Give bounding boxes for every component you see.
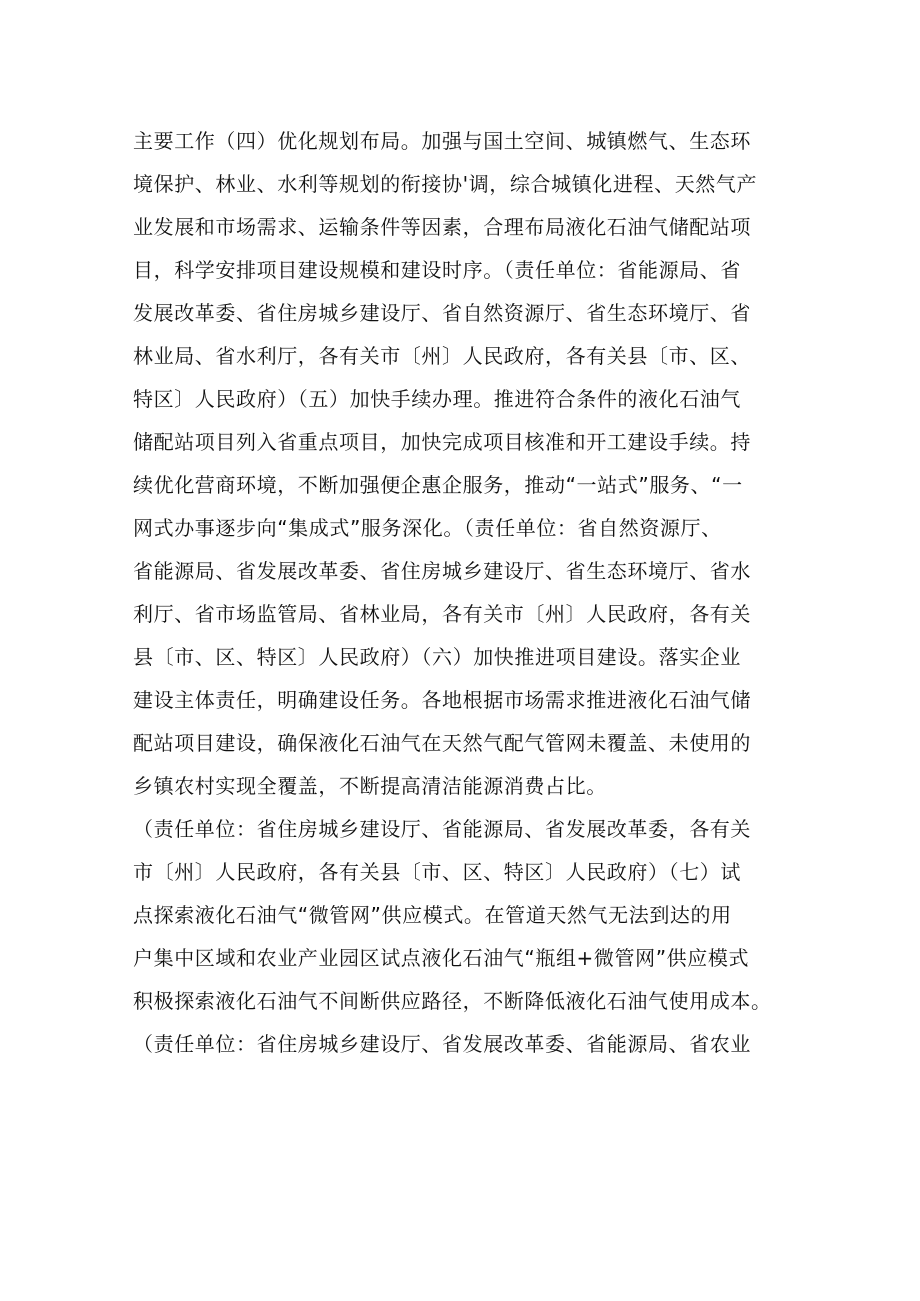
text-line-17: （责任单位：省住房城乡建设厅、省能源局、省发展改革委，各有关 (133, 817, 751, 841)
text-line-4: 目，科学安排项目建设规模和建设时序。（责任单位：省能源局、省 (133, 258, 741, 282)
text-line-3: 业发展和市场需求、运输条件等因素，合理布局液化石油气储配站项 (133, 215, 751, 239)
text-line-16: 乡镇农村实现全覆盖，不断提高清洁能源消费占比。 (133, 774, 607, 798)
text-line-2: 境保护、林业、水利等规划的衔接协'调，综合城镇化进程、天然气产 (133, 172, 758, 196)
text-line-22: （责任单位：省住房城乡建设厅、省发展改革委、省能源局、省农业 (133, 1032, 751, 1056)
text-line-9: 续优化营商环境，不断加强便企惠企服务，推动“一站式”服务、“一 (133, 473, 743, 497)
text-line-6: 林业局、省水利厅，各有关市〔州〕人民政府，各有关县〔市、区、 (133, 344, 751, 368)
text-line-21: 积极探索液化石油气不间断供应路径，不断降低液化石油气使用成本。 (133, 989, 772, 1013)
text-line-14: 建设主体责任，明确建设任务。各地根据市场需求推进液化石油气储 (133, 688, 751, 712)
body-text (133, 121, 793, 1064)
text-line-1: 主要工作（四）优化规划布局。加强与国土空间、城镇燃气、生态环 (133, 129, 751, 153)
text-line-19: 点探索液化石油气“微管网”供应模式。在管道天然气无法到达的用 (133, 903, 732, 927)
text-line-20: 户集中区域和农业产业园区试点液化石油气“瓶组+微管网”供应模式 (133, 946, 750, 970)
text-line-10: 网式办事逐步向“集成式”服务深化。（责任单位：省自然资源厅、 (133, 516, 722, 540)
text-line-5: 发展改革委、省住房城乡建设厅、省自然资源厅、省生态环境厅、省 (133, 301, 751, 325)
text-line-8: 储配站项目列入省重点项目，加快完成项目核准和开工建设手续。持 (133, 430, 751, 454)
text-line-11: 省能源局、省发展改革委、省住房城乡建设厅、省生态环境厅、省水 (133, 559, 751, 583)
text-line-18: 市〔州〕人民政府，各有关县〔市、区、特区〕人民政府）（七）试 (133, 860, 741, 884)
text-line-12: 利厅、省市场监管局、省林业局，各有关市〔州〕人民政府，各有关 (133, 602, 751, 626)
text-line-7: 特区〕人民政府）（五）加快手续办理。推进符合条件的液化石油气 (133, 387, 741, 411)
text-line-13: 县〔市、区、特区〕人民政府）（六）加快推进项目建设。落实企业 (133, 645, 741, 669)
text-line-15: 配站项目建设，确保液化石油气在天然气配气管网未覆盖、未使用的 (133, 731, 751, 755)
